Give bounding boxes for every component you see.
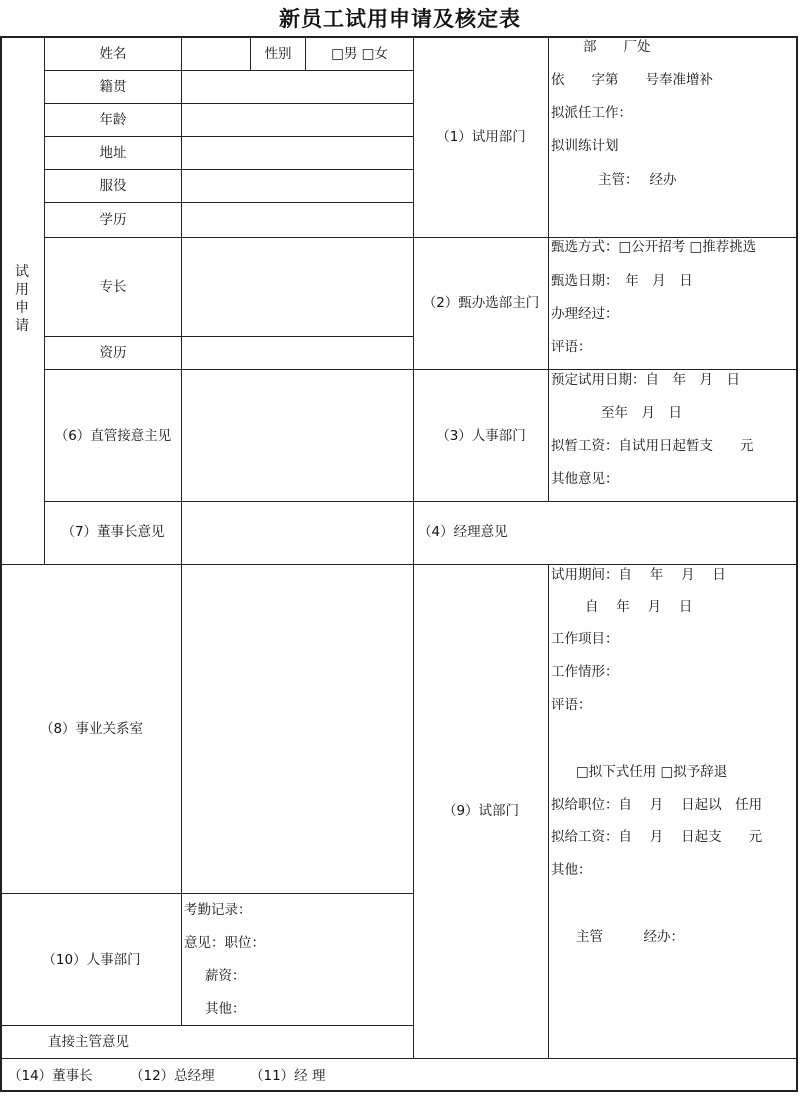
personnel-line: 预定试用日期：自 年 月 日 bbox=[551, 372, 740, 388]
label-education: 学历 bbox=[99, 212, 127, 228]
trial-line: 工作情形： bbox=[551, 664, 619, 680]
selection-line: 甄选日期： 年 月 日 bbox=[551, 273, 693, 289]
trial-dept-line: 拟派任工作： bbox=[551, 105, 632, 121]
frame-bottom bbox=[0, 1090, 798, 1092]
grid-line bbox=[44, 369, 796, 370]
trial-line: 评语： bbox=[551, 697, 592, 713]
label-selection: （2）甄办选部主门 bbox=[422, 295, 540, 311]
trial-line: □拟下式任用 □拟予辞退 bbox=[576, 764, 728, 780]
grid-line bbox=[0, 1025, 413, 1026]
grid-line bbox=[0, 564, 798, 565]
footer-manager: （11）经 理 bbox=[250, 1068, 326, 1084]
grid-line bbox=[44, 103, 413, 104]
label-other: 其他： bbox=[205, 1001, 246, 1017]
label-salary: 薪资： bbox=[205, 968, 246, 984]
grid-line bbox=[0, 893, 413, 894]
trial-dept-line: 依 字第 号奉准增补 bbox=[551, 72, 713, 88]
label-trial-dept: （1）试用部门 bbox=[436, 129, 526, 145]
grid-line bbox=[44, 70, 413, 71]
label-specialty: 专长 bbox=[99, 279, 127, 295]
grid-line bbox=[44, 169, 413, 170]
trial-dept-line: 主管： 经办 bbox=[598, 172, 677, 188]
grid-line bbox=[413, 37, 414, 1059]
label-military: 服役 bbox=[99, 178, 127, 194]
trial-line: 自 年 月 日 bbox=[585, 599, 693, 615]
label-age: 年龄 bbox=[99, 112, 127, 128]
trial-line: 试用期间：自 年 月 日 bbox=[551, 567, 726, 583]
personnel-line: 其他意见： bbox=[551, 471, 619, 487]
selection-line: 办理经过： bbox=[551, 306, 619, 322]
label-hr-dept: （10）人事部门 bbox=[42, 952, 141, 968]
label-personnel: （3）人事部门 bbox=[436, 428, 526, 444]
grid-line bbox=[548, 37, 549, 501]
label-chairman-opinion: （7）董事长意见 bbox=[61, 524, 165, 540]
label-experience: 资历 bbox=[99, 345, 127, 361]
grid-line bbox=[181, 37, 182, 1025]
label-name: 姓名 bbox=[99, 46, 127, 62]
label-attendance: 考勤记录： bbox=[184, 902, 252, 918]
footer-general-manager: （12）总经理 bbox=[130, 1068, 215, 1084]
trial-line: 其他： bbox=[551, 862, 592, 878]
label-address: 地址 bbox=[99, 145, 127, 161]
footer-chairman: （14）董事长 bbox=[8, 1068, 93, 1084]
label-manager-opinion: （4）经理意见 bbox=[418, 524, 508, 540]
label-trial: （9）试部门 bbox=[442, 803, 520, 819]
trial-line: 拟给工资：自 月 日起支 元 bbox=[551, 829, 763, 845]
selection-line: 甄选方式：□公开招考 □推荐挑选 bbox=[551, 239, 757, 255]
personnel-line: 至年 月 日 bbox=[601, 405, 682, 421]
trial-dept-line: 拟训练计划 bbox=[551, 138, 619, 154]
grid-line bbox=[44, 202, 413, 203]
form-title: 新员工试用申请及核定表 bbox=[279, 7, 521, 31]
grid-line bbox=[0, 1058, 798, 1059]
gender-options[interactable]: □男 □女 bbox=[331, 46, 388, 62]
trial-dept-line: 部 厂处 bbox=[583, 39, 651, 55]
trial-line: 拟给职位：自 月 日起以 任用 bbox=[551, 797, 763, 813]
grid-line bbox=[44, 336, 413, 337]
personnel-line: 拟暂工资：自试用日起暂支 元 bbox=[551, 438, 754, 454]
label-gender: 性别 bbox=[264, 46, 292, 62]
label-direct-supervisor-opinion: 直接主管意见 bbox=[48, 1034, 129, 1050]
trial-line: 工作项目： bbox=[551, 631, 619, 647]
section-label-trial-application: 试 用 申 请 bbox=[15, 264, 29, 334]
label-origin: 籍贯 bbox=[99, 79, 127, 95]
grid-line bbox=[44, 501, 796, 502]
grid-line bbox=[44, 136, 413, 137]
label-direct-supervisor: （6）直管接意主见 bbox=[54, 428, 172, 444]
frame-top bbox=[0, 36, 798, 38]
selection-line: 评语： bbox=[551, 339, 592, 355]
label-affairs-office: （8）事业关系室 bbox=[39, 721, 144, 737]
trial-line: 主管 经办： bbox=[576, 929, 684, 945]
grid-line bbox=[548, 564, 549, 1059]
label-opinion-position: 意见：职位： bbox=[184, 935, 265, 951]
